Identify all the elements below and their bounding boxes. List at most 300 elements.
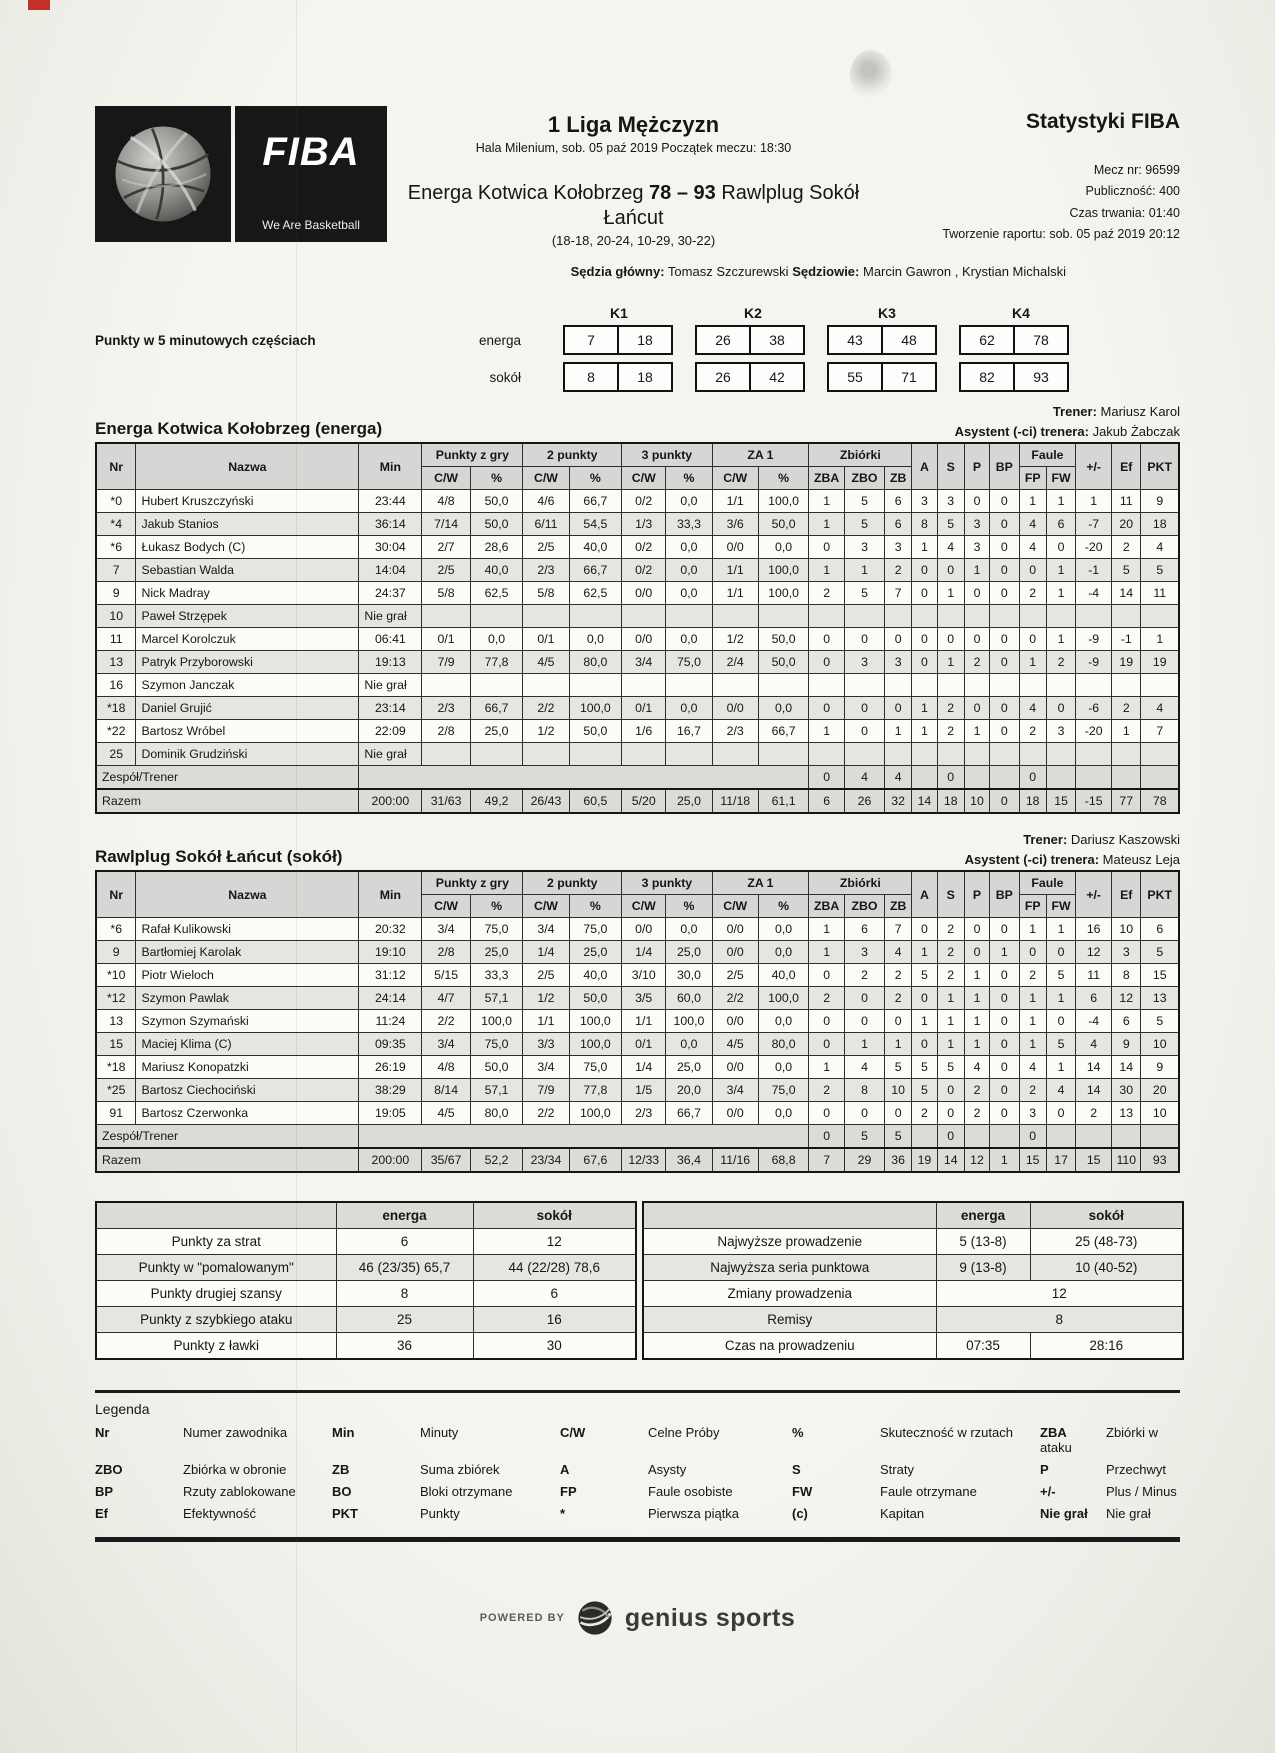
- genius-sports-icon: [577, 1600, 613, 1636]
- stat-cell: 6: [809, 789, 845, 813]
- stat-cell: 75,0: [470, 1033, 523, 1056]
- stat-cell: 13: [1141, 987, 1179, 1010]
- player-name: Jakub Stanios: [136, 513, 359, 536]
- stat-cell: 2/2: [712, 987, 758, 1010]
- legend-desc: Efektywność: [183, 1506, 256, 1521]
- stat-cell: 3: [964, 536, 989, 559]
- stat-cell: [569, 605, 622, 628]
- stat-cell: 0,0: [758, 1056, 808, 1079]
- stat-cell: 0/1: [422, 628, 470, 651]
- stat-cell: [422, 605, 470, 628]
- team1-title-row: [95, 419, 1180, 439]
- col-s: S: [937, 871, 964, 918]
- stat-cell: 1: [809, 513, 845, 536]
- stat-cell: 20: [1141, 1079, 1179, 1102]
- stat-cell: 0/1: [523, 628, 569, 651]
- stat-cell: 4: [845, 766, 885, 790]
- player-minutes: 30:04: [359, 536, 422, 559]
- col-pkt: PKT: [1141, 871, 1179, 918]
- stat-cell: [1019, 674, 1046, 697]
- stat-cell: 3: [845, 941, 885, 964]
- stat-cell: 3/4: [523, 918, 569, 941]
- stat-cell: 0: [937, 1079, 964, 1102]
- stat-cell: [1112, 1125, 1141, 1149]
- stat-cell: 2: [937, 918, 964, 941]
- stat-cell: -7: [1076, 513, 1112, 536]
- stat-cell: 0/0: [712, 697, 758, 720]
- stat-cell: [1046, 674, 1075, 697]
- col-fg-pct: %: [470, 467, 523, 490]
- venue-line: Hala Milenium, sob. 05 paź 2019 Początek meczu: 18:30: [475, 141, 792, 155]
- stat-cell: 0: [1046, 536, 1075, 559]
- stat-cell: 4: [1019, 697, 1046, 720]
- col-3pt-group: 3 punkty: [622, 871, 712, 895]
- team-row-label: Zespół/Trener: [96, 1125, 359, 1149]
- stat-cell: 7/14: [422, 513, 470, 536]
- stat-cell: 50,0: [569, 720, 622, 743]
- stat-cell: 18: [1019, 789, 1046, 813]
- stat-cell: [1019, 605, 1046, 628]
- referee-main-label: Sędzia główny:: [570, 264, 665, 279]
- team1-table-body: [96, 490, 1179, 814]
- player-name: Bartosz Wróbel: [136, 720, 359, 743]
- player-row: [96, 651, 1179, 674]
- stat-cell: 0: [990, 918, 1019, 941]
- stat-cell: 1: [809, 941, 845, 964]
- stat-cell: 1: [1046, 490, 1075, 513]
- legend-abbr: BP: [95, 1484, 114, 1499]
- stat-cell: [1141, 766, 1179, 790]
- quarter-score-cell: 48: [881, 327, 935, 353]
- summary-label: Najwyższe prowadzenie: [643, 1229, 936, 1255]
- summary-row: [96, 1307, 636, 1333]
- quarter-score-cell: 26: [715, 369, 731, 385]
- col-ft-pct: %: [758, 895, 808, 918]
- legend-item: [1040, 1462, 1180, 1477]
- coach-name: Mariusz Karol: [1100, 404, 1180, 419]
- stat-cell: 5/8: [422, 582, 470, 605]
- stat-cell: 3: [1046, 720, 1075, 743]
- stat-cell: 0: [884, 628, 911, 651]
- legend-abbr: *: [560, 1506, 566, 1521]
- empty-cell: [96, 1202, 336, 1229]
- stat-cell: 2: [1076, 1102, 1112, 1125]
- col-fg-group: Punkty z gry: [422, 871, 523, 895]
- stat-cell: 5: [1046, 964, 1075, 987]
- stat-cell: 40,0: [470, 559, 523, 582]
- stat-cell: 49,2: [470, 789, 523, 813]
- legend-item: [560, 1425, 792, 1455]
- stat-cell: -9: [1076, 628, 1112, 651]
- stat-cell: 2/3: [523, 559, 569, 582]
- player-number: 91: [96, 1102, 136, 1125]
- player-row: [96, 1056, 1179, 1079]
- stat-cell: 100,0: [666, 1010, 712, 1033]
- stat-cell: 6: [1141, 918, 1179, 941]
- stat-cell: 0: [912, 987, 937, 1010]
- stat-cell: [937, 674, 964, 697]
- stat-cell: [1112, 605, 1141, 628]
- stat-cell: [1076, 605, 1112, 628]
- quarter-score-cell: 18: [617, 327, 671, 353]
- stat-cell: 5: [937, 1056, 964, 1079]
- player-minutes: 24:37: [359, 582, 422, 605]
- stat-cell: 0,0: [666, 628, 712, 651]
- team2-coach-line: [95, 832, 1180, 847]
- player-name: Bartłomiej Karolak: [136, 941, 359, 964]
- stat-cell: 2: [809, 1079, 845, 1102]
- stat-cell: 1: [1046, 987, 1075, 1010]
- stat-cell: 5: [1141, 941, 1179, 964]
- stat-cell: [964, 766, 989, 790]
- stat-cell: 50,0: [758, 513, 808, 536]
- stat-cell: [884, 674, 911, 697]
- stat-cell: 1: [1019, 490, 1046, 513]
- summary-row: [96, 1229, 636, 1255]
- stat-cell: 0,0: [758, 1010, 808, 1033]
- stat-cell: 13: [1112, 1102, 1141, 1125]
- stat-cell: 4: [1076, 1033, 1112, 1056]
- player-row: [96, 1079, 1179, 1102]
- stat-cell: 17: [1046, 1148, 1075, 1172]
- summary-row: [643, 1333, 1183, 1360]
- quarter-score-box: [563, 325, 673, 355]
- footer: [95, 1600, 1180, 1636]
- stat-cell: 1: [1019, 1010, 1046, 1033]
- stat-cell: [470, 605, 523, 628]
- stat-cell: 3/4: [422, 1033, 470, 1056]
- quarter-score-box: [959, 362, 1069, 392]
- col-ef: Ef: [1112, 871, 1141, 918]
- legend-desc: Zbiórki w ataku: [1040, 1425, 1159, 1455]
- stat-cell: [622, 605, 666, 628]
- team2-stats-table: [95, 870, 1180, 1173]
- stat-cell: 0: [809, 697, 845, 720]
- stat-cell: 3: [845, 651, 885, 674]
- stat-cell: [569, 743, 622, 766]
- stat-cell: 3/5: [622, 987, 666, 1010]
- legend-desc: Punkty: [420, 1506, 460, 1521]
- legend-desc: Przechwyt: [1106, 1462, 1166, 1477]
- team2-assistant-line: [965, 852, 1180, 867]
- legend-desc: Straty: [880, 1462, 914, 1477]
- stat-cell: 4/7: [422, 987, 470, 1010]
- stat-cell: [523, 743, 569, 766]
- stat-cell: 6: [884, 490, 911, 513]
- stat-cell: 5: [1112, 559, 1141, 582]
- stat-cell: 4: [884, 941, 911, 964]
- stat-cell: 14: [1076, 1056, 1112, 1079]
- summary-tables: [95, 1201, 1180, 1360]
- report-header: [95, 106, 1180, 248]
- summary-header-row: [643, 1202, 1183, 1229]
- stat-cell: -1: [1076, 559, 1112, 582]
- player-number: 13: [96, 651, 136, 674]
- stat-cell: 9: [1141, 490, 1179, 513]
- stat-cell: 0: [1046, 941, 1075, 964]
- summary-value-energa: 9 (13-8): [936, 1255, 1030, 1281]
- stat-cell: 15: [1076, 1148, 1112, 1172]
- col-p: P: [964, 443, 989, 490]
- stat-cell: [912, 766, 937, 790]
- col-p: P: [964, 871, 989, 918]
- player-name: Bartosz Czerwonka: [136, 1102, 359, 1125]
- coach-label: Trener:: [1023, 832, 1068, 847]
- stat-cell: 12: [964, 1148, 989, 1172]
- stat-cell: [990, 743, 1019, 766]
- col-fouls-group: Faule: [1019, 443, 1076, 467]
- quarter-score-cell: 43: [847, 332, 863, 348]
- stat-cell: 0,0: [569, 628, 622, 651]
- stat-cell: 100,0: [569, 697, 622, 720]
- legend-item: [560, 1484, 792, 1499]
- stat-cell: 0: [912, 582, 937, 605]
- stat-cell: 77: [1112, 789, 1141, 813]
- stat-cell: 66,7: [569, 559, 622, 582]
- stat-cell: 2: [1112, 697, 1141, 720]
- player-row: [96, 1010, 1179, 1033]
- stat-cell: 2: [884, 987, 911, 1010]
- stat-cell: -4: [1076, 1010, 1112, 1033]
- stat-cell: 7: [884, 918, 911, 941]
- stat-cell: 10: [1112, 918, 1141, 941]
- summary-value-sokol: 28:16: [1030, 1333, 1183, 1360]
- stat-cell: 5: [912, 1079, 937, 1102]
- stat-cell: 0: [1019, 941, 1046, 964]
- stat-cell: 0/0: [712, 918, 758, 941]
- player-row: [96, 1033, 1179, 1056]
- stat-cell: -20: [1076, 720, 1112, 743]
- col-3pt-cw: C/W: [622, 467, 666, 490]
- player-row: [96, 490, 1179, 513]
- stat-cell: 1: [964, 964, 989, 987]
- player-minutes: Nie grał: [359, 605, 422, 628]
- stat-cell: 0: [964, 582, 989, 605]
- col-2pt-pct: %: [569, 467, 622, 490]
- stat-cell: 80,0: [569, 651, 622, 674]
- stat-cell: 1: [1046, 918, 1075, 941]
- player-minutes: 19:13: [359, 651, 422, 674]
- stat-cell: 2: [964, 1102, 989, 1125]
- stat-cell: 12: [1112, 987, 1141, 1010]
- player-row: [96, 918, 1179, 941]
- stat-cell: 3: [845, 536, 885, 559]
- player-number: *22: [96, 720, 136, 743]
- player-number: 9: [96, 582, 136, 605]
- stat-cell: [1019, 743, 1046, 766]
- col-fg-group: Punkty z gry: [422, 443, 523, 467]
- stat-cell: 0: [937, 1102, 964, 1125]
- stat-cell: 0: [809, 964, 845, 987]
- stat-cell: 6: [1112, 1010, 1141, 1033]
- stat-cell: [758, 743, 808, 766]
- legend-abbr: Nie grał: [1040, 1506, 1088, 1521]
- stat-cell: 2: [1112, 536, 1141, 559]
- stat-cell: [990, 766, 1019, 790]
- stat-cell: 1/4: [622, 941, 666, 964]
- legend-desc: Nie grał: [1106, 1506, 1151, 1521]
- legend-desc: Kapitan: [880, 1506, 925, 1521]
- col-pkt: PKT: [1141, 443, 1179, 490]
- stat-cell: 0: [809, 536, 845, 559]
- player-minutes: 06:41: [359, 628, 422, 651]
- stat-cell: 11: [1141, 582, 1179, 605]
- col-plusminus: +/-: [1076, 871, 1112, 918]
- stat-cell: 50,0: [470, 1056, 523, 1079]
- stat-cell: 3/4: [712, 1079, 758, 1102]
- referees-names: Marcin Gawron , Krystian Michalski: [863, 264, 1066, 279]
- col-bp: BP: [990, 443, 1019, 490]
- player-number: 9: [96, 941, 136, 964]
- stat-cell: [1046, 1125, 1075, 1149]
- stat-cell: 2: [937, 941, 964, 964]
- stat-cell: 54,5: [569, 513, 622, 536]
- stat-cell: 1: [845, 1033, 885, 1056]
- legend-desc: Skuteczność w rzutach: [880, 1425, 1013, 1440]
- stat-cell: 16,7: [666, 720, 712, 743]
- stat-cell: 50,0: [470, 490, 523, 513]
- stat-cell: 0: [937, 766, 964, 790]
- player-row: [96, 720, 1179, 743]
- stat-cell: 30: [1112, 1079, 1141, 1102]
- stat-cell: [758, 605, 808, 628]
- stat-cell: 0: [990, 987, 1019, 1010]
- col-3pt-cw: C/W: [622, 895, 666, 918]
- stat-cell: 2: [845, 964, 885, 987]
- stat-cell: 2: [1019, 1079, 1046, 1102]
- stat-cell: 2: [937, 720, 964, 743]
- stat-cell: 66,7: [470, 697, 523, 720]
- stat-cell: 7: [1141, 720, 1179, 743]
- player-number: *6: [96, 536, 136, 559]
- player-minutes: 38:29: [359, 1079, 422, 1102]
- stat-cell: 1: [964, 559, 989, 582]
- team2-table-body: [96, 918, 1179, 1173]
- stat-cell: 1: [990, 941, 1019, 964]
- team1-coach-line: [95, 404, 1180, 419]
- stat-cell: 9: [1141, 1056, 1179, 1079]
- team-row-label: Zespół/Trener: [96, 766, 359, 790]
- stat-cell: 12: [1076, 941, 1112, 964]
- fiba-wordmark-box: [235, 106, 387, 242]
- quarter-score-cell: 62: [979, 332, 995, 348]
- stat-cell: 0,0: [666, 536, 712, 559]
- stat-cell: 0,0: [758, 536, 808, 559]
- summary-team-header: energa: [336, 1202, 473, 1229]
- col-zb: ZB: [884, 467, 911, 490]
- stat-cell: 3/4: [422, 918, 470, 941]
- stat-cell: [845, 743, 885, 766]
- stat-cell: 0/0: [622, 628, 666, 651]
- player-name: Mariusz Konopatzki: [136, 1056, 359, 1079]
- stat-cell: 0: [990, 1056, 1019, 1079]
- stat-cell: 50,0: [758, 651, 808, 674]
- player-name: Szymon Janczak: [136, 674, 359, 697]
- stat-cell: 75,0: [569, 918, 622, 941]
- legend-grid: [95, 1425, 1180, 1521]
- stat-cell: 1: [964, 1033, 989, 1056]
- stat-cell: 0: [845, 697, 885, 720]
- stat-cell: 23/34: [523, 1148, 569, 1172]
- player-row: [96, 582, 1179, 605]
- stat-cell: 0: [990, 1033, 1019, 1056]
- stat-cell: 1: [912, 1010, 937, 1033]
- stat-cell: 1/1: [523, 1010, 569, 1033]
- stat-cell: 2/2: [523, 1102, 569, 1125]
- stat-cell: 2/5: [523, 964, 569, 987]
- stat-cell: 0: [990, 964, 1019, 987]
- player-name: Hubert Kruszczyński: [136, 490, 359, 513]
- stat-cell: 0: [990, 559, 1019, 582]
- stat-cell: 2: [884, 964, 911, 987]
- stat-cell: 1/4: [523, 941, 569, 964]
- stat-cell: [1141, 1125, 1179, 1149]
- stat-cell: 100,0: [758, 987, 808, 1010]
- stat-cell: 5/15: [422, 964, 470, 987]
- stat-cell: 19: [912, 1148, 937, 1172]
- summary-row: [96, 1255, 636, 1281]
- stat-cell: [912, 605, 937, 628]
- quarter-score-cell: 38: [749, 327, 803, 353]
- stat-cell: [990, 605, 1019, 628]
- stat-cell: [884, 605, 911, 628]
- stat-cell: 28,6: [470, 536, 523, 559]
- stat-cell: 11/16: [712, 1148, 758, 1172]
- player-row: [96, 628, 1179, 651]
- stat-cell: [470, 674, 523, 697]
- col-ft-cw: C/W: [712, 895, 758, 918]
- stat-cell: 100,0: [569, 1010, 622, 1033]
- player-number: 13: [96, 1010, 136, 1033]
- home-team-name: Energa Kotwica Kołobrzeg: [407, 182, 644, 204]
- summary-team-header: energa: [936, 1202, 1030, 1229]
- legend-abbr: Nr: [95, 1425, 110, 1440]
- stat-cell: 2: [912, 1102, 937, 1125]
- col-nr: Nr: [96, 871, 136, 918]
- summary-value-energa: 07:35: [936, 1333, 1030, 1360]
- stat-cell: 4/8: [422, 490, 470, 513]
- stat-cell: 5: [845, 1125, 885, 1149]
- col-3pt-group: 3 punkty: [622, 443, 712, 467]
- col-name: Nazwa: [136, 443, 359, 490]
- team1-title: Energa Kotwica Kołobrzeg (energa): [95, 419, 383, 438]
- legend-abbr: BO: [332, 1484, 352, 1499]
- stat-cell: 60,5: [569, 789, 622, 813]
- stat-cell: 25,0: [666, 789, 712, 813]
- player-number: 11: [96, 628, 136, 651]
- stat-cell: 1: [1019, 987, 1046, 1010]
- stat-cell: 200:00: [359, 789, 422, 813]
- quarter-score-box: [563, 362, 673, 392]
- points-summary-body: [96, 1202, 636, 1359]
- legend-abbr: FW: [792, 1484, 813, 1499]
- summary-label: Punkty z ławki: [96, 1333, 336, 1360]
- stat-cell: -4: [1076, 582, 1112, 605]
- stat-cell: 5: [845, 513, 885, 536]
- summary-label: Punkty w "pomalowanym": [96, 1255, 336, 1281]
- stat-cell: 1: [809, 918, 845, 941]
- genius-sports-wordmark: genius sports: [624, 1603, 796, 1632]
- match-score-line: [399, 181, 869, 231]
- stat-cell: [884, 743, 911, 766]
- stat-cell: 0: [1019, 628, 1046, 651]
- powered-by-label: POWERED BY: [479, 1612, 565, 1624]
- stat-cell: 5: [884, 1125, 911, 1149]
- summary-row: [643, 1307, 1183, 1333]
- stat-cell: 2: [1019, 582, 1046, 605]
- stat-cell: 0: [990, 1079, 1019, 1102]
- stat-cell: [1046, 766, 1075, 790]
